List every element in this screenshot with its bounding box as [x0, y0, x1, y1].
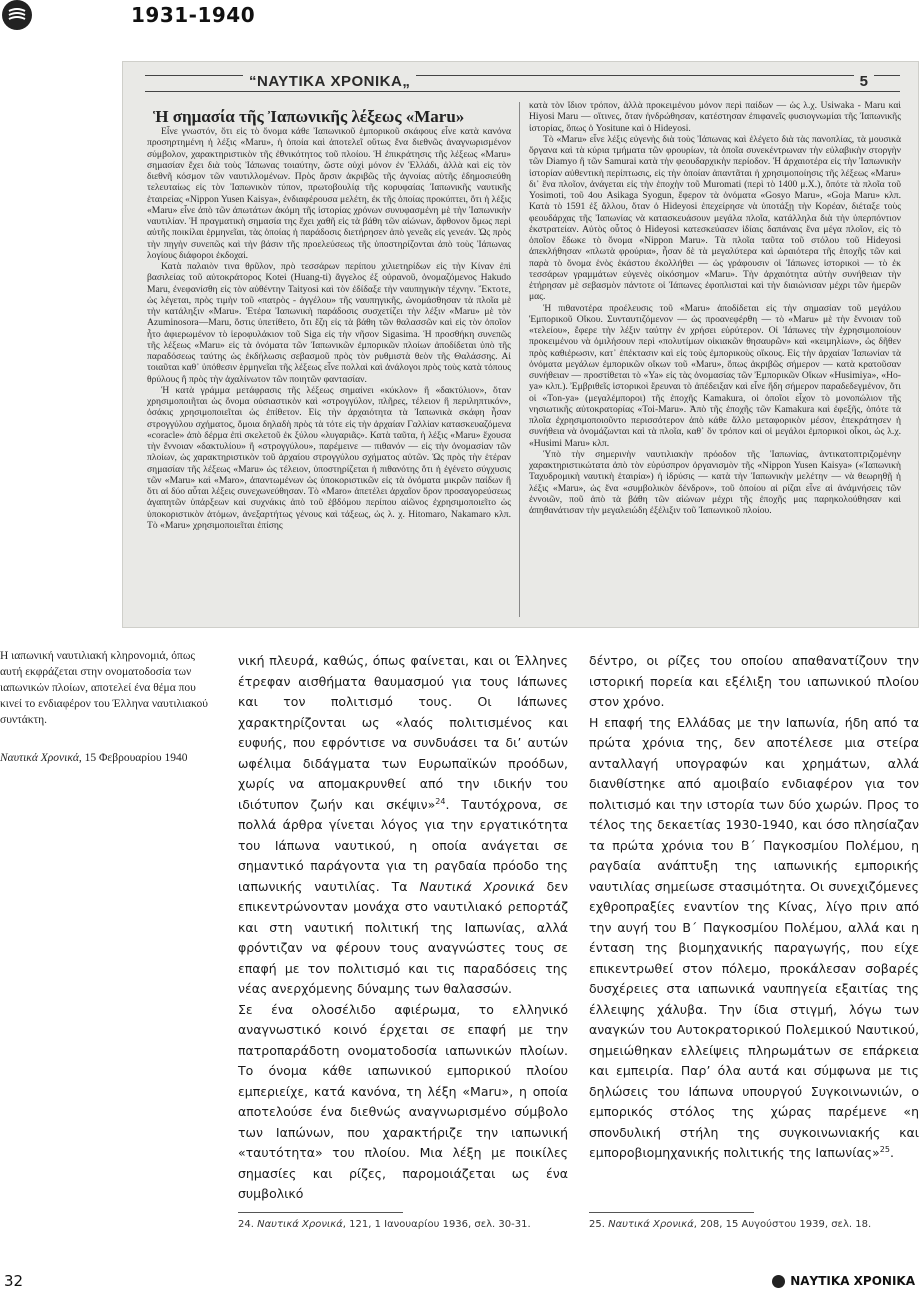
- clipping-masthead: “ΝΑΥΤΙΚΑ ΧΡΟΝΙΚΑ„: [243, 73, 416, 90]
- article-column-1: [238, 651, 568, 1205]
- clipping-page-number: 5: [854, 73, 874, 90]
- caption-source-date: , 15 Φεβρουαρίου 1940: [78, 752, 188, 764]
- clipping-paragraph: Εἶνε γνωστόν, ὅτι εἰς τὸ ὄνομα κάθε Ἰαπωνικοῦ ἐμπορικοῦ σκάφους εἶνε κατὰ κανόνα προσηρτημένη ἡ λέξις «Maru», ἡ ὁποία καὶ ἀποτελεῖ οὕτως ἕνα διεθνῶς ἀναγνωρισμένον σύμβολον, χαρακτηριστικὸν τῆς ἐθνικότητος τοῦ πλοίου. Ἡ ἐπικράτησις τῆς λέξεως «Maru» σημασίαν ἔχει διὰ τοὺς Ἰάπωνας τοιαύτην, ὥστε οὐχὶ μόνον ἐν Ἑλλάδι, ἀλλὰ καὶ εἰς τὸν διεθνῆ κόσμον τῶν ναυτιλλομένων. Πρὸς ἄρσιν ἀκριβῶς τῆς ἀγνοίας αὐτῆς ἐδημοσιεύθη τελευταίως εἰς τὸν Ἰαπωνικὸν τύπον, πρωτοβουλίᾳ τῆς κορυφαίας Ἰαπωνικῆς ναυτικῆς ἑταιρείας «Nippon Yusen Kaisya», ἐνδιαφέρουσα μελέτη, ἐκ τῆς ὁποίας προκύπτει, ὅτι ἡ λέξις «Maru» εἶνε ἀπὸ τῶν ἀπωτάτων ἀκόμη τῆς ἱστορίας χρόνων συνυφασμένη μὲ τὴν Ἰαπωνικὴν ναυτιλίαν. Ἡ πραγματικὴ σημασία της ἔχει χαθῆ εἰς τὰ βάθη τῶν αἰώνων, ἄφθονον ὅμως περὶ αὐτῆς ποικίλαι ἑρμηνεῖαι, τὰς ὁποίας ἡ παράδοσις διετήρησεν ἀπὸ γενεᾶς εἰς γενεάν. Ὡς πρὸς τὴν πηγὴν συνεπῶς καὶ τὴν βάσιν τῆς προελεύσεως τῆς ὑποστηρίζονται ἀπὸ τοὺς Ἰάπωνας λογίους διάφοροι ἐκδοχαί.: [147, 126, 511, 261]
- clipping-paragraph: κατὰ τὸν ἴδιον τρόπον, ἀλλὰ προκειμένου μόνον περὶ παίδων — ὡς λ.χ. Usiwaka - Maru καὶ Hiyosi Maru — οἵτινες, ὅταν ἡνδρώθησαν, κατέστησαν ἐπιφανεῖς φυσιογνωμίαι τῆς Ἰαπωνικῆς ἱστορίας, ὅπως ὁ Yositune καὶ ὁ Hideyosi.: [529, 100, 901, 134]
- footer-brand: [772, 1274, 915, 1288]
- footnote-24: 24. Ναυτικά Χρονικά, 121, 1 Ιανουαρίου 1936, σελ. 30-31.: [238, 1219, 531, 1230]
- article-paragraph: Σε ένα ολοσέλιδο αφιέρωμα, το ελληνικό αναγνωστικό κοινό έρχεται σε επαφή με την πατροπαράδοτη ονοματοδοσία ιαπωνικών πλοίων. Το όνομα κάθε ιαπωνικού εμπορικού πλοίου εμπεριείχε, κατά κανόνα, τη λέξη «Maru», η οποία αποτελούσε ένα διεθνώς αναγνωρισμένο σύμβολο των Ιαπώνων, που χαρακτήριζε την ιαπωνική «ταυτότητα» του πλοίου. Μια λέξη με ποικίλες σημασίες και ρίζες, παρομοιάζεται ως ένα συμβολικό: [238, 1001, 568, 1201]
- footer-brand-name: ΝΑΥΤΙΚΑ ΧΡΟΝΙΚΑ: [790, 1274, 915, 1288]
- article-paragraph: νική πλευρά, καθώς, όπως φαίνεται, και οι Έλληνες έτρεφαν αισθήματα θαυμασμού για τους Ιάπωνες και τον πολιτισμό τους. Οι Ιάπωνες χαρακτηρίζονται ως «λαός πολιτισμένος και ευφυής, που εφρόντισε να συνδυάσει τα δι’ αυτών ωφέλιμα διδάγματα των Ευρωπαϊκών προόδων, χωρίς να απομακρυνθεί από την ιδικήν του ιδιότυπον ζωήν και σκέψιν»$^{24}$. Ταυτόχρονα, σε πολλά άρθρα γίνεται λόγος για την εργατικότητα του Ιάπωνα ναυτικού, η οποία ανάγεται σε σημαντικό παράγοντα για τη ραγδαία πρόοδο της ιαπωνικής ναυτιλίας. Τα Ναυτικά Χρονικά δεν επικεντρώνονταν μονάχα στο ναυτιλιακό ρεπορτάζ και στη ναυτική πολιτική της Ιαπωνίας, αλλά φρόντιζαν να φέρουν τους αναγνώστες τους σε επαφή με τον πολιτισμό και τις παραδόσεις της νέας ανερχόμενης δύναμης των θαλασσών.: [238, 653, 569, 996]
- article-column-2: [589, 651, 919, 1164]
- clipping-left-column: [147, 126, 511, 531]
- clipping-headline: Ἡ σημασία τῆς Ἰαπωνικῆς λέξεως «Maru»: [153, 107, 465, 126]
- footnote-ref-25: 25: [879, 1144, 890, 1154]
- clipping-paragraph: Κατὰ παλαιὸν τινα θρῦλον, πρὸ τεσσάρων περίπου χιλιετηρίδων εἰς τὴν Κίναν ἐπὶ βασιλείας τοῦ αὐτοκράτορος Kotei (Huang-ti) ἄγγελος ἐξ οὐρανοῦ, ὀνομαζόμενος Hakudo Maru, ἐνεφανίσθη εἰς τὸν αὐθέντην Taityosi καὶ τὸν ἐδίδαξε τὴν ναυπηγικὴν τέχνην. Ἔκτοτε, ὡς λέγεται, πρὸς τιμὴν τοῦ «πατρὸς - ἀγγέλου» τῆς ναυπηγικῆς, ὠνομάσθησαν τὰ πλοῖα μὲ τὴν κατάληξιν «Maru». Ἑτέρα Ἰαπωνικὴ παράδοσις συσχετίζει τὴν λέξιν «Maru» μὲ τὸν Azuminosora—Maru, ὅστις ὑπετίθετο, ὅτι ἔζη εἰς τὰ βάθη τῶν θαλασσῶν καὶ εἰς τὸν ὁποῖον ἦτο ἀφιερωμένον τὸ ἱεροφυλάκιον τοῦ Siga εἰς τὴν νῆσον Sigasima. Ἡ προσθήκη συνεπῶς τῆς λέξεως «Maru» εἰς τὰ ὀνόματα τῶν Ἰαπωνικῶν ἐμπορικῶν πλοίων ἀποδίδεται ὑπὸ τῆς παραδόσεως ταύτης ὡς ἐκδήλωσις σεβασμοῦ πρὸς τὸν ρυθμιστὰ θεὸν τῆς Θαλάσσης. Αἱ τοιαῦται καθ᾽ ὑπόθεσιν ἑρμηνεῖαι τῆς λέξεως εἶνε πολλαὶ καὶ ἀνάλογοι πρὸς τοὺς κατὰ τόπους θρύλους ἢ πρὸς τὴν ἀχαλίνωτον τῶν ποιητῶν φαντασίαν.: [147, 261, 511, 385]
- clipping-paragraph: Τὸ «Maru» εἶνε λέξις εὐγενὴς διὰ τοὺς Ἰάπωνας καὶ ἐλέγετο διὰ τὰς πανοπλίας, τὰ μουσικὰ ὄργανα καὶ τὰ κύρια τμήματα τῶν φρουρίων, τὰ ὁποῖα συνεκέντρωναν τὴν εὐλαβικὴν στοργὴν τῶν Diamyo ἢ τῶν Samurai κατὰ τὴν φεουδαρχικὴν περίοδον. Ἡ ἀρχαιοτέρα εἰς τὴν Ἰαπωνικὴν ἱστορίαν αὐθεντικὴ περίπτωσις, εἰς τὴν ὁποίαν ἀπαντᾶται ἡ χρησιμοποίησις τῆς λέξεως «Maru» δι᾽ ἕνα πλοῖον, ἀνάγεται εἰς τὴν ἐποχὴν τοῦ Muromati (περὶ τὸ 1400 μ.Χ.), ὅπότε τὰ πλοῖα τοῦ Yosimoti, τοῦ 4ου Asikaga Syogun, ἔφερον τὰ ὀνόματα «Gosyo Maru», «Goja Maru» κλπ. Κατὰ τὸ 1591 ἐξ ἄλλου, ὅταν ὁ Hideyosi ἐπεχείρησε νὰ ὑποτάξῃ τὴν Κορέαν, διέταξε τοὺς φεουδάρχας τῆς Ἰαπωνίας νὰ κατασκευάσουν μεγάλα πλοῖα, κατάλληλα διὰ τὴν ὑπερπόντιον ἐκστρατείαν. Αὐτὸς οὗτος ὁ Hideyosi κατεσκεύασεν ἰδίαις δαπάναις ἕνα μέγα πλοῖον, εἰς τὸ ὁποῖον ἔδωκε τὸ ὄνομα «Nippon Maru». Τὰ πλοῖα ταῦτα τοῦ στόλου τοῦ Hideyosi ἀπεκλήθησαν «πλωτὰ φρούρια», ἦσαν δὲ τὰ μεγαλύτερα καὶ ὡραιότερα τῆς ἐποχῆς τῶν καὶ παρὰ τὸ ὄνομα ἑνὸς ἑκάστου ἐκολλήθει — ὡς γράφουσιν οἱ Ἰάπωνες ἱστορικοὶ — τὸ ἐκ τεσσάρων γραμμάτων εὐγενὲς οἰκόσημον «Maru». Τὴν ἀρχαιότητα αὐτὴν συνήθειαν τὴν ἐτήρησαν μὲ σεβασμὸν πάντοτε οἱ Ἰάπωνες ἐφοπλισταὶ καὶ τὴν διαιώνισαν μέχρι τῶν ἡμερῶν μας.: [529, 133, 901, 303]
- clipping-paragraph: Ἡ πιθανοτέρα προέλευσις τοῦ «Maru» ἀποδίδεται εἰς τὴν σημασίαν τοῦ μεγάλου Ἐμπορικοῦ Οἴκου. Συνταυτιζόμενον — ὡς προανεφέρθη — τὸ «Maru» μὲ τὴν ἔννοιαν τοῦ «τελείου», ἔφερε τὴν λέξιν ταύτην ἐν χρήσει εὐρύτερον. Οἱ Ἰάπωνες τὴν ἐχρησιμοποίουν προκειμένου νὰ ὁμιλήσουν περὶ «πολυτίμων οἰκιακῶν θησαυρῶν» καὶ «κειμηλίων», ὡς δῆθεν πρὸς καθιέρωσιν, κατ᾽ ἐπέκτασιν καὶ εἰς τοὺς ἐμπορικοὺς οἴκους. Εἰς τὴν ἀρχαίαν Ἰαπωνίαν τὰ ὀνόματα μεγάλων ἐμπορικῶν οἴκων τοῦ «Maru», ὅπως ἀκριβῶς σήμερον — κατὰ κρατοῦσαν συνήθειαν — προστίθεται τὸ «Ya» εἰς τὰς ὀνομασίας τῶν Ἐμπορικῶν Οἴκων «Husimiya», «Ho-ya» κλπ.). Ἐμβριθεῖς ἱστορικοὶ ἔρευναι τὸ ἀπέδειξαν καὶ εἶνε ἤδη σήμερον παραδεδεγμένον, ὅτι οἱ «Ton-ya» (μεγαλέμποροι) τῆς ἐποχῆς Kamakura, οἱ ὁποῖοι εἶχον τὸ μονοπώλιον τῆς νησιωτικῆς αὐτοκρατορίας «Toi-Maru». Ἀπὸ τῆς ἐποχῆς τῶν Kamakura καὶ ἐφεξῆς, ὁπότε τὰ πλοῖα ἐχρησιμοποιοῦντο περισσότερον ἀπὸ κάθε ἄλλο μεταφορικὸν μέσον, ἐπεκράτησεν ἡ συνήθεια νὰ ὀνομάζωνται καὶ τὰ πλοῖα, καθ᾽ ὅν τρόπον καὶ οἱ μεγάλοι ἐμπορικοὶ οἶκοι, ὡς λ.χ. «Husimi Maru» κλπ.: [529, 302, 901, 449]
- article-paragraph: Η επαφή της Ελλάδας με την Ιαπωνία, ήδη από τα πρώτα χρόνια της, δεν αποτέλεσε μια στείρα ανταλλαγή υπογραφών και χρημάτων, αλλά διανθίστηκε από αμοιβαίο ενδιαφέρον για τον πολιτισμό και την ιστορία των δύο χωρών. Προς το τέλος της δεκαετίας 1930-1940, και όσο πλησίαζαν τα πρώτα χρόνια του Β΄ Παγκοσμίου Πολέμου, η ραγδαία ανάπτυξη της ιαπωνικής εμπορικής ναυτιλίας σημείωσε στασιμότητα. Οι συνεχιζόμενες εχθροπραξίες εναντίον της Κίνας, λίγο πριν από την αυγή του Β΄ Παγκοσμίου Πολέμου, αλλά και η ένταση της βιομηχανικής παραγωγής, που είχε επικεντρωθεί στον πόλεμο, προκάλεσαν σοβαρές δυσχέρειες στα ιαπωνικά ναυπηγεία εξαιτίας της έλλειψης χάλυβα. Την ίδια στιγμή, λόγω των αναγκών του Αυτοκρατορικού Πολεμικού Ναυτικού, σημειώθηκαν ελλείψεις πληρωμάτων σε επάρκεια και εμπειρία. Παρ’ όλα αυτά και σύμφωνα με τις δηλώσεις του Ιάπωνα υπουργού Συγκοινωνιών, ο εμπορικός στόλος της χώρας παρέμενε «η σπονδυλική στήλη της συγκοινωνιακής και εμποροβιομηχανικής πολιτικής της Ιαπωνίας»$^{25}$.: [589, 714, 919, 1160]
- caption-source: [0, 752, 187, 764]
- period-title: 1931-1940: [131, 3, 256, 27]
- clipping-masthead-bar: [145, 70, 900, 98]
- clipping-column-divider: [519, 102, 520, 617]
- footnote-ref-24: 24: [435, 796, 446, 806]
- image-caption: Η ιαπωνική ναυτιλιακή κληρονομιά, όπως αυτή εκφράζεται στην ονοματοδοσία των ιαπωνικών πλοίων, αποτελεί ένα θέμα που κινεί το ενδιαφέρον του Έλληνα ναυτιλιακού συντάκτη.: [0, 650, 208, 726]
- clipping-paragraph: Ἡ κατὰ γράμμα μετάφρασις τῆς λέξεως σημαίνει «κύκλον» ἢ «δακτύλιον», ὅταν χρησιμοποιῆται ὡς ὄνομα οὐσιαστικὸν καὶ «στρογγύλον, πλῆρες, τέλειον ἢ περιληπτικόν», ὁσάκις χρησιμοποιεῖται ὡς ἐπίθετον. Εἰς τὴν ἀρχαιότητα τὰ Ἰαπωνικὰ σκάφη ἦσαν στρογγύλου σχήματος, ὅμοια δηλαδὴ πρὸς τὰ τότε εἰς τὴν ἀρχαίαν Γαλλίαν κατασκευαζόμενα «coracle» ἀπὸ δέρμα ἐπὶ σκελετοῦ ἐκ ξύλου «λυγαριᾶς». Κατὰ ταῦτα, ἡ λέξις «Maru» ἔχουσα τὴν ἔννοιαν «δακτυλίου» ἢ «στρογγύλου», παρέμεινε — πιθανόν — εἰς τὴν ὀνομασίαν τῶν πλοίων, ὡς χαρακτηριστικὸν τοῦ ἀρχαίου στρογγύλου σχήματος αὐτῶν. Ὡς πρὸς τὴν ἑτέραν σημασίαν τῆς λέξεως «Maru» ὡς τέλειον, ὑποστηρίζεται ἡ πιθανότης ὅτι ἡ ἐγένετο σύγχυσις τῶν «Maru» καὶ «Maro», ἀπαντωμένων ὡς ὑποκοριστικῶν εἰς τὰ ὀνόματα μικρῶν παίδων ἢ ὅτι αἱ δύο αὗται λέξεις συνεχωνεύθησαν. Τὸ «Maro» ἀπετέλει ἀρχαῖον ὅρον προσαγορεύσεως ἀγαπητῶν ὑπάρξεων καὶ συχνάκις ἀπὸ τοῦ ἑβδόμου περίπου αἰῶνος ἐχρησιμοποιεῖτο ὡς ὑποκοριστικὸν ἀτόμων, ἀνεξαρτήτως γένους καὶ τάξεως, ὡς λ. χ. Hitomaro, Nakamaro κλπ. Τὸ «Maru» χρησιμοποιεῖται ἐπίσης: [147, 384, 511, 531]
- brand-logo-icon: [772, 1275, 785, 1288]
- footnote-divider: [238, 1212, 403, 1213]
- article-paragraph: δέντρο, οι ρίζες του οποίου απαθανατίζουν την ιστορική πορεία και εξέλιξη του ιαπωνικού πλοίου στον χρόνο.: [589, 653, 919, 709]
- caption-source-title: Ναυτικά Χρονικά: [0, 752, 79, 764]
- newspaper-clipping: [122, 61, 919, 628]
- footnote-divider: [589, 1212, 754, 1213]
- brand-logo-icon: [2, 0, 32, 30]
- footnote-25: 25. Ναυτικά Χρονικά, 208, 15 Αυγούστου 1939, σελ. 18.: [589, 1219, 872, 1230]
- clipping-right-column: [529, 100, 901, 516]
- clipping-paragraph: Ὑπὸ τὴν σημερινὴν ναυτιλιακὴν πρόοδον τῆς Ἰαπωνίας, ἀντικατοπτριζομένην χαρακτηριστικώτατα ἀπὸ τὸν εὐρύσπρον ὀργανισμὸν τῆς «Nippon Yusen Kaisya» («Ἰαπωνικὴ Ταχυδρομικὴ ναυτικὴ ἑταιρία») ἡ ἱδρύσις — κατὰ τὴν Ἰαπωνικὴν μελέτην — νὰ θεωρηθῇ ἡ λέξις «Maru», ὡς ἕνα «συμβολικὸν δένδρον», τοῦ ὁποίου αἱ ρίζαι εἶνε αἱ ἀνάμνήσεις τῶν ἐννοιῶν, ποῦ ἀπὸ τὰ βάθη τῶν αἰώνων μέχρι τῆς ἐποχῆς μας παρηκολούθησαν καὶ ἀπηθανάτισαν τὴν μεγαλειώδη ἐξέλιξιν τοῦ Ἰαπωνικοῦ πλοίου.: [529, 448, 901, 516]
- page-number: 32: [4, 1272, 24, 1290]
